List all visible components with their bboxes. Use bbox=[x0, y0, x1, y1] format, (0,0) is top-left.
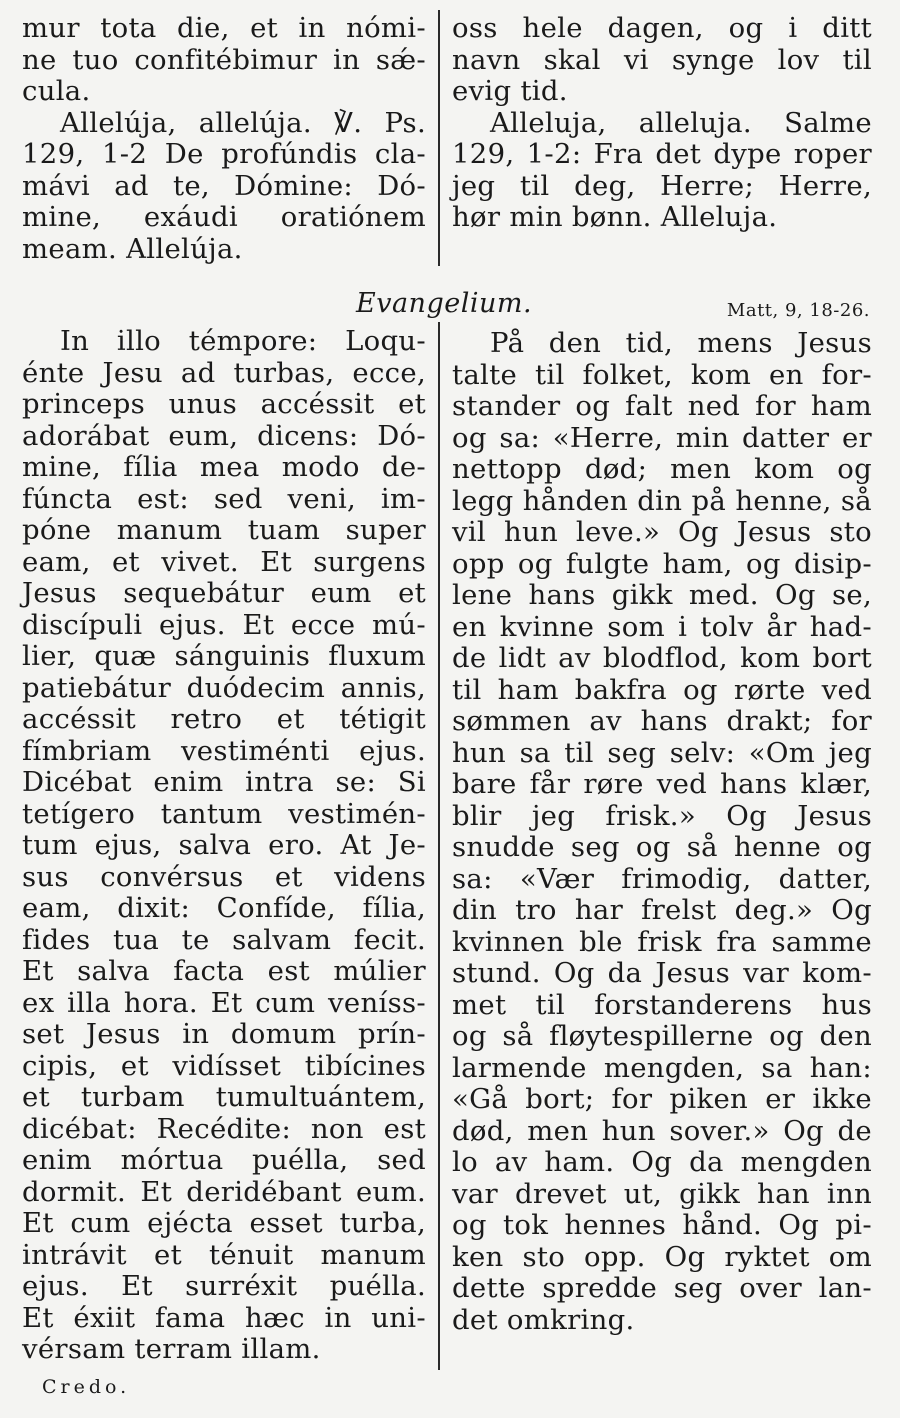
norwegian-gospel-line: vil hun leve.» Og Jesus sto bbox=[452, 516, 872, 548]
latin-gospel-line: lier, quæ sánguinis fluxum bbox=[22, 640, 426, 672]
latin-gospel-line: fímbriam vestiménti ejus. bbox=[22, 734, 426, 767]
norwegian-gospel-line: til ham bakfra og rørte ved bbox=[452, 673, 872, 706]
latin-top-line: mine, exáudi oratiónem bbox=[22, 201, 426, 233]
latin-gospel-line: patiebátur duódecim annis, bbox=[22, 671, 426, 704]
latin-gospel-line: In illo témpore: Loqu- bbox=[60, 325, 426, 357]
latin-gospel-line: set Jesus in domum prín- bbox=[22, 1018, 426, 1050]
norwegian-gospel-line: På den tid, mens Jesus bbox=[490, 327, 872, 359]
latin-gospel-line: Jesus sequebátur eum et bbox=[22, 577, 426, 609]
latin-gospel-line: Et salva facta est múlier bbox=[22, 955, 426, 987]
norwegian-gospel-line: «Gå bort; for piken er ikke bbox=[452, 1083, 872, 1115]
norwegian-gospel-line: død, men hun sover.» Og de bbox=[452, 1114, 872, 1147]
norwegian-gospel-line: ken sto opp. Og ryktet om bbox=[452, 1240, 872, 1273]
norwegian-gospel-line: sa: «Vær frimodig, datter, bbox=[452, 862, 872, 895]
norwegian-gospel-line: var drevet ut, gikk han inn bbox=[452, 1177, 872, 1210]
latin-gospel-line: fides tua te salvam fecit. bbox=[22, 923, 426, 956]
section-heading bbox=[0, 288, 900, 322]
latin-gospel-line: et turbam tumultuántem, bbox=[22, 1081, 426, 1113]
latin-gospel-line: Et cum ejécta esset turba, bbox=[22, 1207, 426, 1239]
scripture-reference: Matt, 9, 18-26. bbox=[726, 300, 870, 321]
norwegian-gospel-line: hun sa til seg selv: «Om jeg bbox=[452, 736, 872, 769]
latin-gospel-line: tum ejus, salva ero. At Je- bbox=[22, 829, 426, 861]
latin-gospel-column bbox=[22, 326, 426, 1366]
norwegian-top-column bbox=[452, 13, 872, 234]
norwegian-gospel-line: dette spredde seg over lan- bbox=[452, 1272, 872, 1304]
latin-gospel-line: vérsam terram illam. bbox=[22, 1333, 321, 1365]
norwegian-gospel-line: lene hans gikk med. Og se, bbox=[452, 579, 872, 611]
norwegian-gospel-line: din tro har frelst deg.» Og bbox=[452, 894, 872, 926]
latin-gospel-line: mine, fília mea modo de- bbox=[22, 451, 426, 483]
norwegian-gospel-line: opp og fulgte ham, og disip- bbox=[452, 547, 872, 580]
norwegian-gospel-line: kvinnen ble frisk fra samme bbox=[452, 925, 872, 958]
norwegian-gospel-line: og så fløytespillerne og den bbox=[452, 1020, 872, 1052]
norwegian-gospel-line: de lidt av blodflod, kom bort bbox=[452, 642, 872, 674]
latin-top-line: cula. bbox=[22, 75, 91, 107]
norwegian-gospel-line: snudde seg og så henne og bbox=[452, 831, 872, 863]
latin-gospel-line: dormit. Et deridébant eum. bbox=[22, 1175, 426, 1208]
latin-top-column bbox=[22, 13, 426, 265]
latin-gospel-line: eam, et vivet. Et surgens bbox=[22, 545, 426, 578]
latin-gospel-line: ejus. Et surréxit puélla. bbox=[22, 1270, 426, 1302]
latin-gospel-line: eam, dixit: Confíde, fília, bbox=[22, 892, 426, 924]
latin-gospel-line: énte Jesu ad turbas, ecce, bbox=[22, 356, 426, 389]
latin-gospel-line: cipis, et vidísset tibícines bbox=[22, 1049, 426, 1082]
latin-gospel-line: Dicébat enim intra se: Si bbox=[22, 766, 426, 798]
norwegian-top-line: oss hele dagen, og i ditt bbox=[452, 12, 872, 44]
norwegian-gospel-line: stund. Og da Jesus var kom- bbox=[452, 957, 872, 989]
latin-gospel-line: ex illa hora. Et cum veníss- bbox=[22, 986, 426, 1019]
latin-top-line: meam. Allelúja. bbox=[22, 232, 243, 265]
norwegian-gospel-line: og sa: «Herre, min datter er bbox=[452, 421, 872, 454]
norwegian-gospel-line: det omkring. bbox=[452, 1303, 635, 1336]
column-divider-gospel bbox=[438, 322, 440, 1370]
latin-gospel-line: enim mórtua puélla, sed bbox=[22, 1144, 426, 1176]
norwegian-gospel-line: lo av ham. Og da mengden bbox=[452, 1146, 872, 1178]
latin-gospel-line: póne manum tuam super bbox=[22, 514, 426, 546]
norwegian-gospel-line: stander og falt ned for ham bbox=[452, 390, 872, 422]
latin-gospel-line: adorábat eum, dicens: Dó- bbox=[22, 419, 426, 452]
norwegian-gospel-line: blir jeg frisk.» Og Jesus bbox=[452, 799, 872, 832]
latin-top-line: Allelúja, allelúja. ℣. Ps. bbox=[60, 106, 426, 139]
latin-top-line: mur tota die, et in nómi- bbox=[22, 12, 426, 44]
latin-top-line: 129, 1-2 De profúndis cla- bbox=[22, 138, 426, 170]
norwegian-top-line: hør min bønn. Alleluja. bbox=[452, 201, 778, 233]
norwegian-gospel-line: bare får røre ved hans klær, bbox=[452, 768, 872, 800]
latin-gospel-line: dicébat: Recédite: non est bbox=[22, 1112, 426, 1145]
norwegian-top-line: evig tid. bbox=[452, 75, 568, 107]
latin-gospel-line: tetígero tantum vestimén- bbox=[22, 797, 426, 830]
norwegian-gospel-line: larmende mengden, sa han: bbox=[452, 1051, 872, 1084]
norwegian-gospel-line: talte til folket, kom en for- bbox=[452, 358, 872, 391]
norwegian-gospel-line: sømmen av hans drakt; for bbox=[452, 705, 872, 737]
latin-gospel-line: fúncta est: sed veni, im- bbox=[22, 482, 426, 515]
latin-top-line: mávi ad te, Dómine: Dó- bbox=[22, 169, 426, 202]
norwegian-gospel-line: nettopp død; men kom og bbox=[452, 453, 872, 485]
norwegian-top-line: navn skal vi synge lov til bbox=[452, 43, 872, 76]
evangelium-title: Evangelium. bbox=[356, 288, 533, 319]
norwegian-top-line: 129, 1-2: Fra det dype roper bbox=[452, 138, 872, 170]
credo-rubric: Credo. bbox=[42, 1376, 131, 1398]
norwegian-top-line: jeg til deg, Herre; Herre, bbox=[452, 169, 872, 202]
latin-gospel-line: discípuli ejus. Et ecce mú- bbox=[22, 608, 426, 641]
norwegian-gospel-column bbox=[452, 328, 872, 1336]
column-divider-top bbox=[438, 10, 440, 266]
latin-gospel-line: sus convérsus et videns bbox=[22, 860, 426, 893]
norwegian-top-line: Alleluja, alleluja. Salme bbox=[490, 106, 872, 139]
norwegian-gospel-line: og tok hennes hånd. Og pi- bbox=[452, 1209, 872, 1241]
latin-gospel-line: princeps unus accéssit et bbox=[22, 388, 426, 420]
latin-gospel-line: intrávit et ténuit manum bbox=[22, 1238, 426, 1271]
norwegian-gospel-line: met til forstanderens hus bbox=[452, 988, 872, 1021]
latin-top-line: ne tuo confitébimur in sǽ- bbox=[22, 43, 426, 76]
latin-gospel-line: accéssit retro et tétigit bbox=[22, 703, 426, 735]
latin-gospel-line: Et éxiit fama hæc in uni- bbox=[22, 1301, 426, 1334]
norwegian-gospel-line: legg hånden din på henne, så bbox=[452, 484, 872, 517]
norwegian-gospel-line: en kvinne som i tolv år had- bbox=[452, 610, 872, 643]
